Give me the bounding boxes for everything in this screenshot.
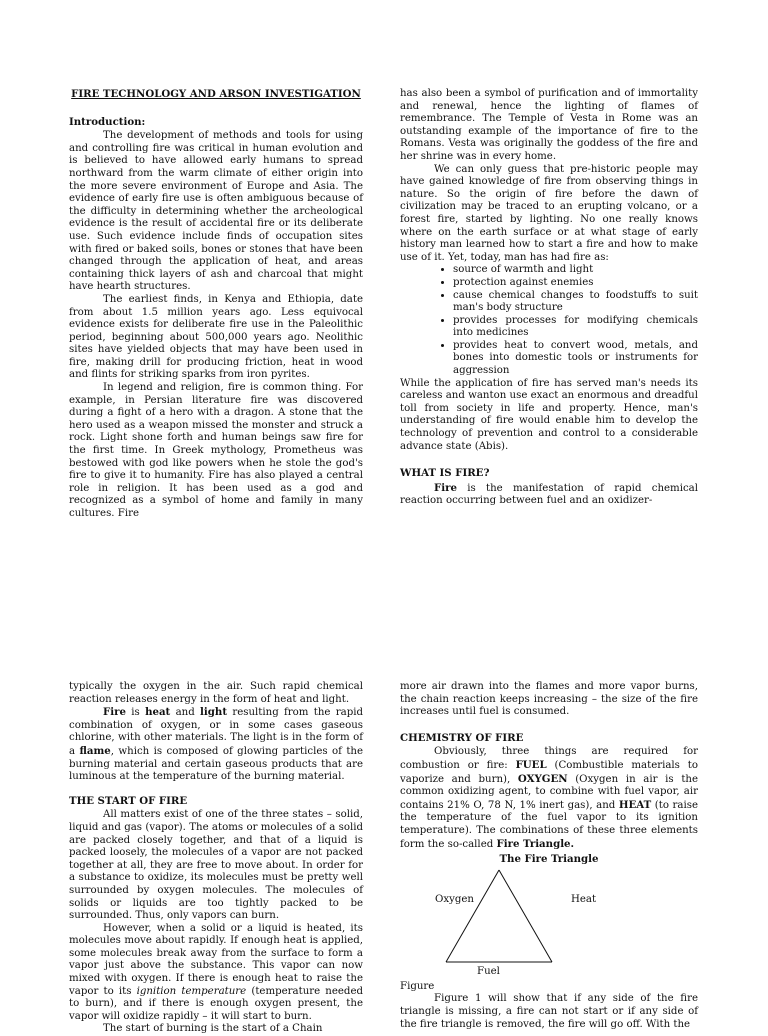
intro-heading: Introduction:	[69, 115, 146, 128]
page1-right-column	[400, 88, 698, 508]
uses-of-fire-list	[400, 264, 698, 377]
oxygen-label: Oxygen	[435, 893, 474, 905]
page2-right-column	[400, 681, 698, 1031]
intro-paragraph-3: In legend and religion, fire is common thing. For example, in Persian literature fire was discovered during a fight of a hero with a dragon. A stone that the hero used as a weapon missed the monster and struck a rock. Light shone forth and human beings saw fire for the first time. In Greek mythology, Prometheus was bestowed with god like powers when he stole the god's fire to give it to humanity. Fire has also played a central role in religion. It has been used as a god and recognized as a symbol of home and family in many cultures. Fire	[69, 382, 363, 519]
start-paragraph-3: The start of burning is the start of a Chain	[103, 1023, 323, 1035]
continued-paragraph: typically the oxygen in the air. Such rapid chemical reaction releases energy in the form of heat and light.	[69, 681, 363, 705]
start-of-fire-heading: THE START OF FIRE	[69, 794, 188, 807]
right-paragraph-2: We can only guess that pre-historic people may have gained knowledge of fire from observing things in nature. So the origin of fire before the dawn of civilization may be traced to an erupting volcano, or a forest fire, started by lighting. No one really knows where on the earth surface or at what stage of early history man learned how to start a fire and how to make use of it. Yet, today, man has had fire as:	[400, 163, 698, 263]
list-item: • provides processes for modifying chemicals into medicines	[453, 315, 698, 340]
list-item: • source of warmth and light	[453, 264, 698, 277]
figure-paragraph: Figure 1 will show that if any side of the fire triangle is missing, a fire can not start or if any side of the fire triangle is removed, the fire will go off. With the	[400, 993, 698, 1030]
list-item: • cause chemical changes to foodstuffs to suit man's body structure	[453, 290, 698, 315]
fire-triangle-svg	[400, 866, 700, 981]
fire-triangle-title: The Fire Triangle	[499, 853, 599, 866]
figure-label: Figure	[400, 980, 435, 992]
list-item: • provides heat to convert wood, metals, and bones into domestic tools or instruments for aggression	[453, 340, 698, 378]
fire-triangle-diagram	[400, 866, 700, 981]
intro-paragraph-1: The development of methods and tools for using and controlling fire was critical in human evolution and is believed to have allowed early humans to spread northward from the warm climate of either origin into the more severe environment of Europe and Asia. The evidence of early fire use is often ambiguous because of the difficulty in determining whether the archeological evidence is the result of accidental fire or its deliberate use. Such evidence include finds of occupation sites with fired or baked soils, bones or stones that have been changed through the application of heat, and areas containing thick layers of ash and charcoal that might have hearth structures.	[69, 130, 363, 293]
fuel-label: Fuel	[477, 965, 500, 977]
start-paragraph-1: All matters exist of one of the three states – solid, liquid and gas (vapor). The atoms or molecules of a solid are packed closely together, and that of a liquid is packed loosely, the molecules of a vapor are not packed together at all, they are free to move about. In order for a substance to oxidize, its molecules must be pretty well surrounded by oxygen molecules. The molecules of solids or liquids are too tightly packed to be surrounded. Thus, only vapors can burn.	[69, 809, 363, 922]
continued-paragraph-right: more air drawn into the flames and more vapor burns, the chain reaction keeps increasing – the size of the fire increases until fuel is consumed.	[400, 681, 698, 718]
page-2	[0, 681, 768, 1035]
chemistry-heading: CHEMISTRY OF FIRE	[400, 731, 524, 744]
triangle-left-side	[446, 870, 499, 962]
page1-left-column	[69, 88, 363, 521]
start-paragraph-2: However, when a solid or a liquid is heated, its molecules move about rapidly. If enough heat is applied, some molecules break away from the surface to form a vapor just above the substance. This vapor can now mixed with oxygen. If there is enough heat to raise the vapor to its ignition temperature (temperature needed to burn), and if there is enough oxygen present, the vapor will oxidize rapidly – it will start to burn.	[69, 922, 363, 1022]
list-item: • protection against enemies	[453, 277, 698, 290]
what-is-fire-heading: WHAT IS FIRE?	[400, 467, 490, 480]
right-paragraph-1: has also been a symbol of purification and of immortality and renewal, hence the lighting of flames of remembrance. The Temple of Vesta in Rome was an outstanding example of the importance of fire to the Romans. Vesta was originally the goddess of the fire and her shrine was in every home.	[400, 88, 698, 162]
what-is-fire-paragraph: Fire is the manifestation of rapid chemical reaction occurring between fuel and an oxidizer-	[400, 481, 698, 507]
right-paragraph-3: While the application of fire has served man's needs its careless and wanton use exact an enormous and dreadful toll from society in life and property. Hence, man's understanding of fire would enable him to develop the technology of prevention and control to a considerable advance state (Abis).	[400, 377, 698, 452]
document-title: FIRE TECHNOLOGY AND ARSON INVESTIGATION	[71, 88, 361, 100]
chemistry-paragraph: Obviously, three things are required for combustion or fire: FUEL (Combustible materials to vaporize and burn), OXYGEN (Oxygen in air is the common oxidizing agent, to combine with fuel vapor, air contains 21% O, 78 N, 1% inert gas), and HEAT (to raise the temperature of the fuel vapor to its ignition temperature). The combinations of these three elements form the so-called Fire Triangle.	[400, 746, 698, 850]
heat-label: Heat	[571, 893, 597, 905]
fire-term: Fire	[434, 481, 457, 494]
page2-left-column	[69, 681, 363, 1036]
intro-paragraph-2: The earliest finds, in Kenya and Ethiopia, date from about 1.5 million years ago. Less equivocal evidence exists for deliberate fire use in the Paleolithic period, beginning about 500,000 years ago. Neolithic sites have yielded objects that may have been used in fire, making drill for producing friction, heat in wood and flints for striking sparks from iron pyrites.	[69, 293, 363, 381]
triangle-right-side	[499, 870, 552, 962]
fire-definition-paragraph: Fire is heat and light resulting from the rapid combination of oxygen, or in some cases gaseous chlorine, with other materials. The light is in the form of a flame, which is composed of glowing particles of the burning material and certain gaseous products that are luminous at the temperature of the burning material.	[69, 706, 364, 783]
